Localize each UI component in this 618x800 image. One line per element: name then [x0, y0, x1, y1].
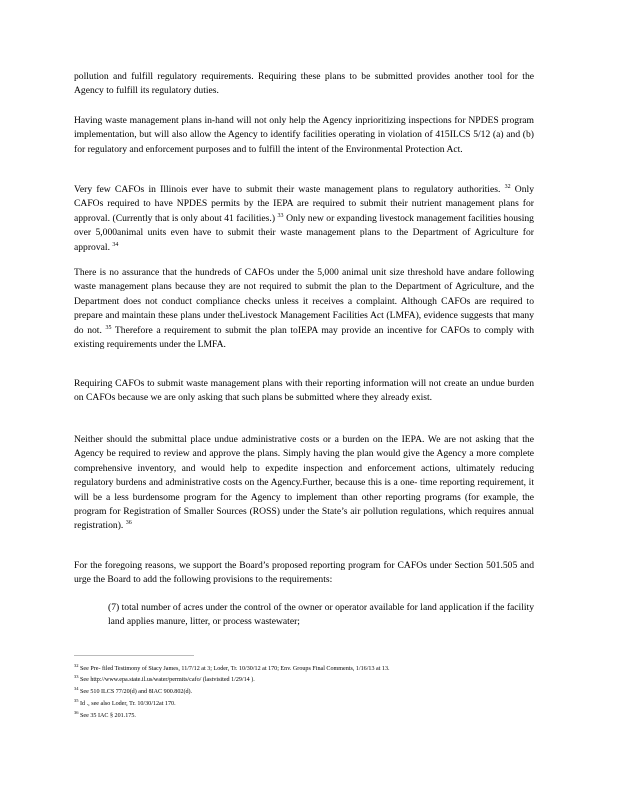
footnote-ref: 36: [125, 520, 132, 527]
paragraph-text: Requiring CAFOs to submit waste management plans with their reporting information will not create an undue burden on CAFOs because we are only asking that such plans be submitted where they already exist.: [74, 378, 534, 404]
paragraph-2: [74, 114, 534, 157]
footnote-ref: 33: [277, 212, 284, 219]
footnote-32: [74, 662, 544, 675]
paragraph-1: [74, 70, 534, 99]
footnote-33: [74, 673, 544, 686]
paragraph-text: Neither should the submittal place undue administrative costs or a burden on the IEPA. We are not asking that the Agency be required to review and approve the plans. Simply having the plan would give the Agency a more complete comprehensive inventory, and would help to expedite inspection and enforcement actions, ultimately reducing regulatory burdens and administrative costs on the Agency.Further, because this is a one- time reporting requirement, it will be a less burdensome program for the Agency to implement than other reporting programs (for example, the program for Registration of Smaller Sources (ROSS) under the State’s air pollution regulations, which requires annual registration).: [74, 434, 534, 532]
provision-item-7: [108, 601, 534, 630]
footnote-text: See Pre- filed Testimony of Stacy James, 11/7/12 at 3; Loder, Tr. 10/30/12 at 170; Env. Groups Final Comments, 1/16/13 at 13.: [80, 666, 390, 672]
paragraph-7: [74, 559, 534, 588]
footnote-34: [74, 685, 544, 698]
footnote-number: 36: [74, 709, 79, 715]
footnote-text: Id ., see also Loder, Tr. 10/30/12at 170.: [80, 701, 176, 707]
paragraph-3: [74, 183, 534, 255]
paragraph-text: Only CAFOs required to have NPDES permits by the IEPA are required to submit their nutrient management plans for approval. (Currently that is only about 41 facilities.): [74, 184, 534, 224]
paragraph-text: There is no assurance that the hundreds of CAFOs under the 5,000 animal unit size threshold have andare following waste management plans because they are not required to submit the plan to the Department of Agriculture, and the Department does not conduct compliance checks unless it receives a complaint. Although CAFOs are required to prepare and maintain these plans under theLivestock Management Facilities Act (LMFA), evidence suggests that many do not.: [74, 267, 534, 336]
paragraph-text: Therefore a requirement to submit the plan toIEPA may provide an incentive for CAFOs to comply with existing requirements under the LMFA.: [74, 324, 534, 351]
paragraph-4: [74, 266, 534, 352]
paragraph-5: [74, 377, 534, 406]
paragraph-text: Only new or expanding livestock management facilities housing over 5,000animal units even have to submit their waste management plans to the Department of Agriculture for approval.: [74, 212, 534, 253]
paragraph-text: Very few CAFOs in Illinois ever have to submit their waste management plans to regulatory authorities.: [74, 184, 501, 195]
paragraph-text: Having waste management plans in-hand will not only help the Agency inprioritizing inspections for NPDES program implementation, but will also allow the Agency to identify facilities operating in violation of 415ILCS 5/12 (a) and (b) for regulatory and enforcement purposes and to fulfill the intent of the Environmental Protection Act.: [74, 115, 534, 155]
footnote-ref: 32: [504, 183, 511, 190]
paragraph-text: (7) total number of acres under the control of the owner or operator available for land application if the facility land applies manure, litter, or process wastewater;: [108, 602, 534, 628]
footnote-number: 32: [74, 662, 79, 668]
footnote-text: See 35 IAC § 201.175.: [80, 713, 136, 719]
footnote-number: 34: [74, 685, 79, 691]
footnote-number: 35: [74, 697, 79, 703]
footnote-36: [74, 709, 544, 722]
footnote-35: [74, 697, 544, 710]
footnote-ref: 34: [112, 241, 119, 248]
footnote-text: See http://www.epa.state.il.us/water/permits/cafo/ (lastvisited 1/29/14 ).: [80, 677, 255, 683]
paragraph-6: [74, 433, 534, 534]
paragraph-text: pollution and fulfill regulatory requirements. Requiring these plans to be submitted provides another tool for the Agency to fulfill its regulatory duties.: [74, 71, 534, 97]
paragraph-text: For the foregoing reasons, we support the Board’s proposed reporting program for CAFOs under Section 501.505 and urge the Board to add the following provisions to the requirements:: [74, 560, 534, 586]
footnote-text: See 510 ILCS 77/20(d) and 8IAC 900.802(d).: [80, 689, 193, 695]
footnote-number: 33: [74, 673, 79, 679]
footnote-ref: 35: [105, 324, 112, 331]
footnote-divider: [74, 655, 194, 656]
